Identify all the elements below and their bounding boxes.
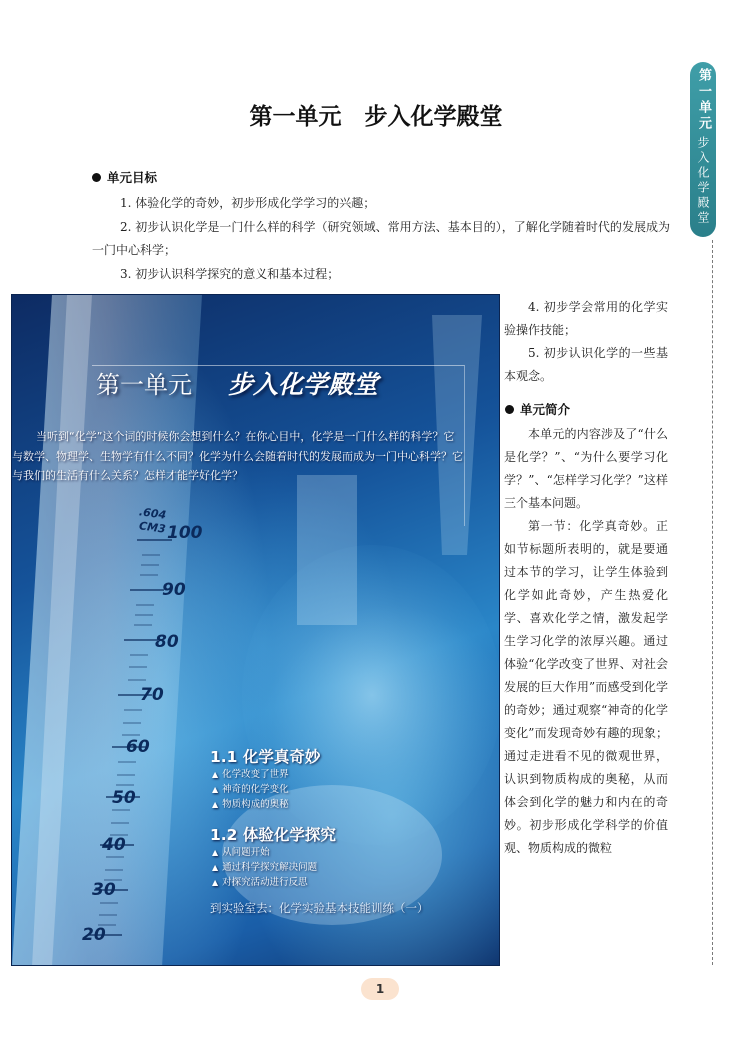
- goal-item: 1. 体验化学的奇妙，初步形成化学学习的兴趣；: [120, 196, 376, 210]
- intro-body: [504, 423, 668, 860]
- toc-item: ▲ 从问题开始: [212, 847, 270, 858]
- side-tab-unit: 第一单元: [696, 68, 711, 132]
- toc-lab-activity: 到实验室去：化学实验基本技能训练（一）: [210, 901, 429, 915]
- cylinder-mark: 70: [140, 685, 164, 705]
- cylinder-mark: 100: [167, 523, 203, 543]
- cylinder-mark: 50: [112, 788, 136, 808]
- goal-item: 3. 初步认识科学探究的意义和基本过程；: [120, 266, 340, 281]
- cylinder-mark: 30: [92, 880, 116, 900]
- cylinder-mark: 20: [82, 925, 106, 945]
- goal-item: 2. 初步认识化学是一门什么样的科学（研究领域、常用方法、基本目的），了解化学随着时代的发展成为一门中心科学；: [92, 219, 670, 257]
- intro-paragraph: 第一节：化学真奇妙。正如节标题所表明的，就是要通过本节的学习，让学生体验到化学如此奇妙，产生热爱化学、喜欢化学之情，激发起学生学习化学的浓厚兴趣。通过体验“化学改变了世界、对社会发展的巨大作用”而感受到化学的奇妙；通过观察“神奇的化学变化”而发现奇妙有趣的现象；通过走进看不见的微观世界，认识到物质构成的奥秘，从而体会到化学的魅力和内在的奇妙。初步形成化学科学的价值观、物质构成的微粒: [504, 519, 668, 855]
- hero-title: [96, 365, 378, 401]
- side-tab: [690, 62, 716, 237]
- toc-section-title: 1.1 化学真奇妙: [210, 748, 321, 766]
- goals-continued: [504, 296, 668, 388]
- triangle-bullet-icon: ▲: [212, 770, 219, 779]
- cylinder-mark: 60: [126, 737, 150, 757]
- cylinder-mark: 40: [102, 835, 126, 855]
- goals-heading: 单元目标: [92, 168, 157, 186]
- triangle-bullet-icon: ▲: [212, 878, 219, 887]
- cylinder-mark: 80: [155, 632, 179, 652]
- bullet-dot-icon: [505, 405, 514, 414]
- hero-title-unit: 第一单元: [96, 371, 192, 399]
- hero-intro-text: 当听到“化学”这个词的时候你会想到什么？在你心目中，化学是一门什么样的科学？它与数学、物理学、生物学有什么不同？化学为什么会随着时代的发展而成为一门中心科学？它与我们的生活有什么关系？怎样才能学好化学？: [12, 430, 463, 482]
- toc-section-title: 1.2 体验化学探究: [210, 826, 336, 844]
- toc-section: [210, 745, 320, 812]
- triangle-bullet-icon: ▲: [212, 800, 219, 809]
- cylinder-mark: 90: [162, 580, 186, 600]
- side-tab-title: 步入化学殿堂: [696, 136, 710, 226]
- cylinder-label-small: .604: [138, 505, 167, 522]
- intro-paragraph: 本单元的内容涉及了“什么是化学？”、“为什么要学习化学？”、“怎样学习化学？”这样三个基本问题。: [504, 427, 668, 510]
- cylinder-unit-label: CM3: [138, 519, 167, 536]
- toc-item: ▲ 物质构成的奥秘: [212, 799, 289, 810]
- unit-cover-image: [11, 294, 500, 966]
- goals-list: [92, 192, 670, 286]
- intro-heading: 单元简介: [505, 400, 570, 418]
- triangle-bullet-icon: ▲: [212, 863, 219, 872]
- side-dashed-line: [712, 240, 713, 965]
- bullet-dot-icon: [92, 173, 101, 182]
- page-number: 1: [361, 978, 399, 1000]
- hero-title-name: 步入化学殿堂: [228, 370, 379, 399]
- goal-item: 4. 初步学会常用的化学实验操作技能；: [504, 300, 668, 337]
- toc-item: ▲ 化学改变了世界: [212, 769, 289, 780]
- page-title: 第一单元 步入化学殿堂: [249, 104, 503, 130]
- toc-section: [210, 823, 336, 890]
- goal-item: 5. 初步认识化学的一些基本观念。: [504, 346, 668, 383]
- triangle-bullet-icon: ▲: [212, 848, 219, 857]
- toc-item: ▲ 对探究活动进行反思: [212, 877, 308, 888]
- triangle-bullet-icon: ▲: [212, 785, 219, 794]
- toc-item: ▲ 通过科学探究解决问题: [212, 862, 318, 873]
- toc-item: ▲ 神奇的化学变化: [212, 784, 289, 795]
